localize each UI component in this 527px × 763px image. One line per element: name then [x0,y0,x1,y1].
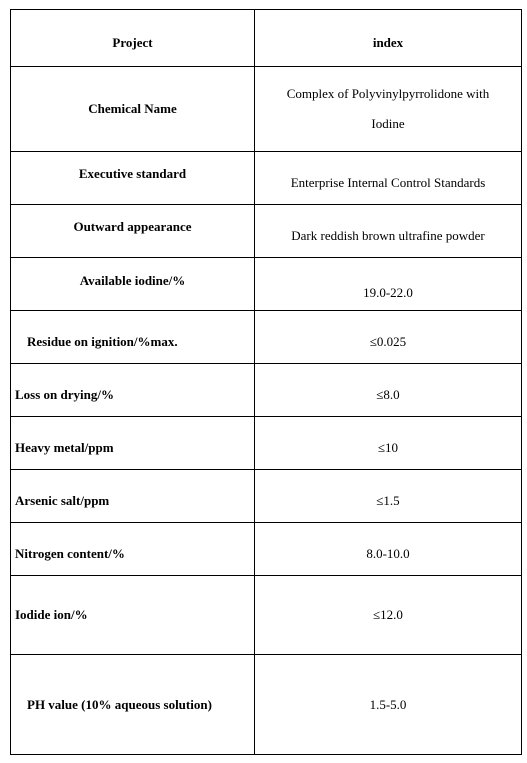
row-label: Chemical Name [11,67,255,152]
table-row [11,576,522,655]
table-row [11,523,522,576]
row-label: Available iodine/% [11,258,255,311]
table-row [11,152,522,205]
value-line: Complex of Polyvinylpyrrolidone with [286,86,490,101]
table-row [11,311,522,364]
row-value: 1.5-5.0 [255,655,522,755]
table-row [11,655,522,755]
row-label: PH value (10% aqueous solution) [11,655,255,755]
table-row [11,258,522,311]
table-row [11,364,522,417]
row-value: ≤0.025 [255,311,522,364]
row-label: Heavy metal/ppm [11,417,255,470]
row-value: ≤1.5 [255,470,522,523]
row-value: Enterprise Internal Control Standards [255,152,522,205]
row-label: Nitrogen content/% [11,523,255,576]
row-label: Loss on drying/% [11,364,255,417]
row-label: Iodide ion/% [11,576,255,655]
header-project: Project [11,10,255,67]
row-value: ≤10 [255,417,522,470]
table-row [11,470,522,523]
row-label: Residue on ignition/%max. [11,311,255,364]
row-label: Outward appearance [11,205,255,258]
table-header-row [11,10,522,67]
value-line: Iodine [371,116,405,131]
row-value [255,67,522,152]
table-row [11,67,522,152]
row-label: Executive standard [11,152,255,205]
row-label: Arsenic salt/ppm [11,470,255,523]
row-value: Dark reddish brown ultrafine powder [255,205,522,258]
row-value: 8.0-10.0 [255,523,522,576]
table-row [11,417,522,470]
row-value: ≤12.0 [255,576,522,655]
specification-table [10,9,522,755]
row-value: ≤8.0 [255,364,522,417]
row-value: 19.0-22.0 [255,258,522,311]
table-row [11,205,522,258]
header-index: index [255,10,522,67]
